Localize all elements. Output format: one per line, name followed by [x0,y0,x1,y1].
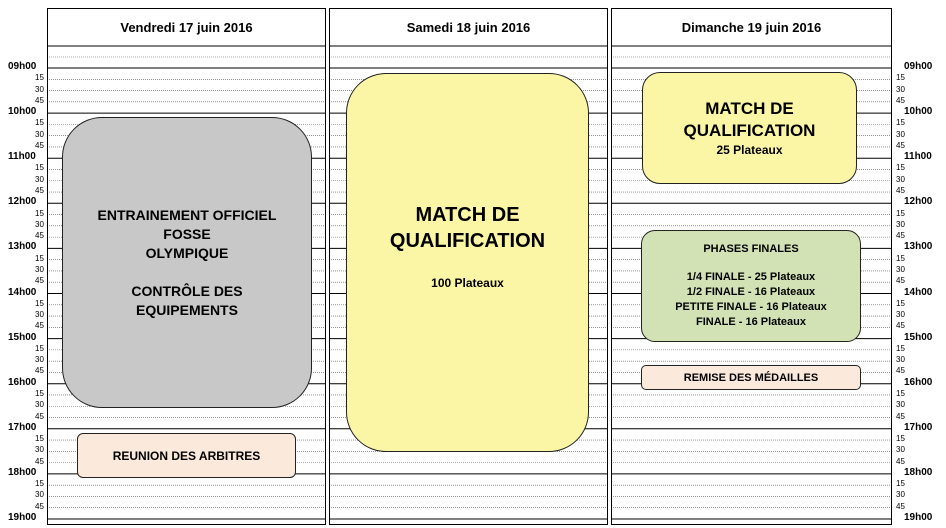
event-title: MATCH DE [415,204,520,226]
minute-label-left: 30 [35,219,44,229]
minute-label-left: 45 [35,411,44,421]
minute-label-right: 15 [896,343,905,353]
hour-label-right: 17h00 [904,421,933,433]
event-title: EQUIPEMENTS [136,301,238,318]
event-referee-meeting[interactable] [77,433,296,478]
minute-label-left: 45 [35,140,44,150]
minute-label-left: 30 [35,174,44,184]
event-title: FOSSE [163,225,211,242]
event-title: REMISE DES MÉDAILLES [683,371,819,384]
minute-label-left: 30 [35,445,44,455]
minute-label-left: 45 [35,501,44,511]
minute-label-left: 15 [35,118,44,128]
minute-label-left: 15 [35,479,44,489]
finals-item: 1/2 FINALE - 16 Plateaux [686,286,816,298]
hour-label-right: 19h00 [904,512,933,523]
minute-label-left: 30 [35,84,44,94]
hour-label-left: 11h00 [8,151,36,163]
minute-label-right: 45 [896,140,905,150]
minute-label-right: 45 [896,501,905,511]
hour-label-right: 11h00 [904,151,932,163]
minute-label-right: 15 [896,73,905,83]
minute-label-left: 30 [35,400,44,410]
minute-label-right: 30 [896,310,905,320]
event-title: QUALIFICATION [389,230,546,252]
hour-label-right: 15h00 [904,331,933,343]
minute-label-left: 30 [35,264,44,274]
minute-label-right: 45 [896,95,905,105]
minute-label-left: 15 [35,163,44,173]
hour-label-left: 18h00 [8,466,37,478]
event-training-official[interactable] [62,117,312,408]
minute-label-left: 15 [35,73,44,83]
day-header-saturday: Samedi 18 juin 2016 [406,20,531,35]
hour-label-left: 19h00 [8,512,37,523]
minute-label-right: 15 [896,208,905,218]
minute-label-right: 15 [896,388,905,398]
minute-label-left: 30 [35,490,44,500]
finals-item: FINALE - 16 Plateaux [695,316,807,328]
hour-label-left: 10h00 [8,106,37,118]
minute-label-right: 30 [896,174,905,184]
minute-label-left: 15 [35,343,44,353]
hour-label-left: 14h00 [8,286,37,298]
minute-label-right: 45 [896,321,905,331]
hour-label-right: 16h00 [904,376,933,388]
minute-label-left: 45 [35,366,44,376]
minute-label-left: 45 [35,231,44,241]
hour-label-left: 17h00 [8,421,37,433]
hour-label-left: 15h00 [8,331,37,343]
event-title: ENTRAINEMENT OFFICIEL [97,206,277,223]
event-title: CONTRÔLE DES [131,282,243,299]
event-qualification-saturday[interactable] [346,73,589,452]
minute-label-left: 45 [35,456,44,466]
minute-label-left: 15 [35,298,44,308]
minute-label-right: 15 [896,253,905,263]
day-header-sunday: Dimanche 19 juin 2016 [681,20,822,35]
minute-label-left: 45 [35,321,44,331]
event-medal-ceremony[interactable] [641,365,861,390]
hour-label-left: 12h00 [8,196,37,208]
event-title: MATCH DE [705,99,794,118]
event-finals[interactable] [641,230,861,342]
day-header-friday: Vendredi 17 juin 2016 [120,20,253,35]
minute-label-left: 30 [35,310,44,320]
minute-label-right: 15 [896,118,905,128]
minute-label-right: 30 [896,84,905,94]
minute-label-right: 30 [896,219,905,229]
minute-label-right: 30 [896,490,905,500]
hour-label-right: 14h00 [904,286,933,298]
hour-label-right: 18h00 [904,466,933,478]
event-title: OLYMPIQUE [145,244,229,261]
minute-label-right: 30 [896,445,905,455]
minute-label-right: 15 [896,298,905,308]
hour-label-right: 10h00 [904,106,933,118]
event-detail: 25 Plateaux [716,143,783,157]
event-title: QUALIFICATION [683,121,816,140]
minute-label-right: 45 [896,276,905,286]
minute-label-left: 45 [35,95,44,105]
minute-label-left: 45 [35,276,44,286]
minute-label-right: 30 [896,400,905,410]
minute-label-right: 45 [896,456,905,466]
hour-label-left: 16h00 [8,376,37,388]
finals-item: PETITE FINALE - 16 Plateaux [675,301,827,313]
minute-label-left: 45 [35,186,44,196]
event-title: REUNION DES ARBITRES [112,448,261,463]
minute-label-right: 15 [896,163,905,173]
minute-label-left: 15 [35,388,44,398]
hour-label-left: 13h00 [8,241,37,253]
hour-label-right: 13h00 [904,241,933,253]
hour-label-right: 09h00 [904,61,933,72]
event-detail: 100 Plateaux [431,276,504,290]
hour-label-left: 09h00 [8,61,37,72]
minute-label-right: 15 [896,434,905,444]
hour-label-right: 12h00 [904,196,933,208]
finals-item: 1/4 FINALE - 25 Plateaux [686,271,816,283]
minute-label-left: 15 [35,434,44,444]
minute-label-right: 15 [896,479,905,489]
minute-label-right: 45 [896,366,905,376]
event-qualification-sunday[interactable] [642,72,857,184]
minute-label-right: 45 [896,231,905,241]
minute-label-left: 15 [35,208,44,218]
minute-label-left: 30 [35,129,44,139]
minute-label-right: 45 [896,411,905,421]
minute-label-right: 30 [896,264,905,274]
minute-label-left: 15 [35,253,44,263]
event-title: PHASES FINALES [703,243,799,255]
minute-label-right: 30 [896,355,905,365]
minute-label-right: 45 [896,186,905,196]
minute-label-right: 30 [896,129,905,139]
minute-label-left: 30 [35,355,44,365]
